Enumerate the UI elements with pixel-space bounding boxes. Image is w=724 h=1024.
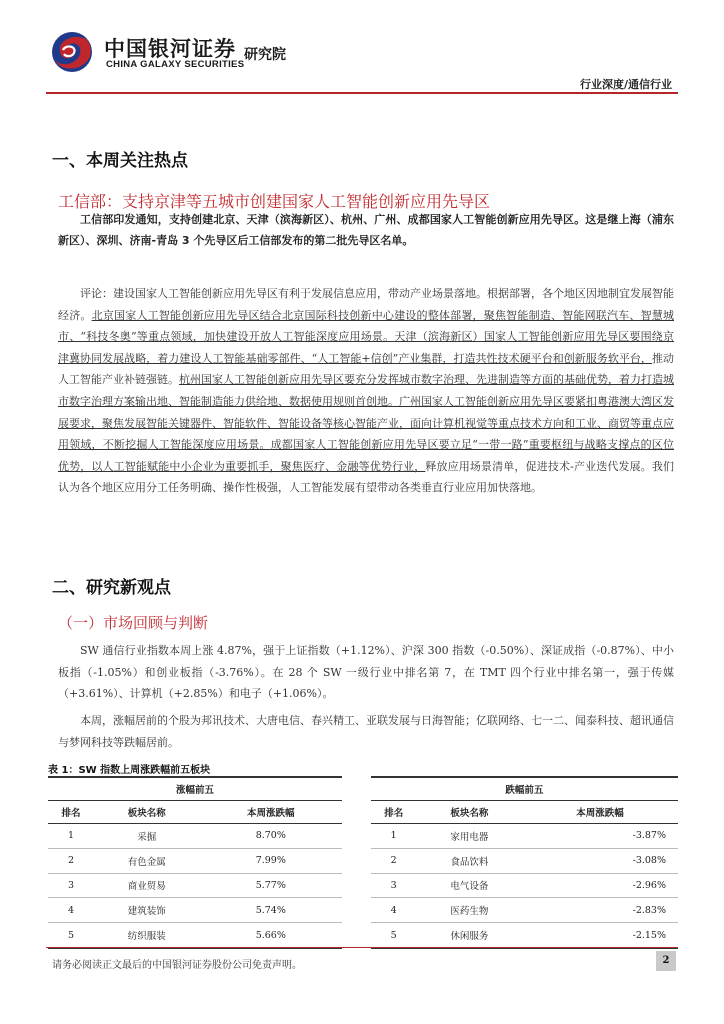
cell-sector: 家用电器 [417,824,522,849]
header-divider [46,92,678,94]
cell-rank: 4 [371,898,417,923]
table-row [48,873,678,898]
brand-name-en: CHINA GALAXY SECURITIES [106,59,245,70]
comment-text-3: 释放应用场景清单，促进技术-产业迭代发展。我们认为各个地区应用分工任务明确、操作性极强，人工智能发展有望带动各类垂直行业应用加快落地。 [58,459,675,495]
col-header-change: 本周涨跌幅 [199,801,342,824]
col-header-sector: 板块名称 [94,801,199,824]
top-stocks-paragraph: 本周，涨幅居前的个股为邦讯技术、大唐电信、春兴精工、亚联发展与日海智能；亿联网络、七一二、闻泰科技、超讯通信与梦网科技等跌幅居前。 [58,714,674,749]
cell-change: -2.15% [522,923,678,948]
page-number: 2 [656,951,676,971]
comment-tianjin: 天津（滨海新区）国家人工智能创新应用先导区要围绕京津冀协同发展战略，着力建设人工智能基础零部件、“人工智能+信创”产业集群，打造共性技术硬平台和创新服务软平台， [58,330,675,365]
news-summary: 工信部印发通知，支持创建北京、天津（滨海新区）、杭州、广州、成都国家人工智能创新应用先导区。这是继上海（浦东新区）、深圳、济南-青岛 3 个先导区后工信部发布的第二批先导区名单。 [58,213,674,247]
comment-text-2: 推动人工智能产业补链强链。 [58,351,674,387]
cell-sector: 休闲服务 [417,923,522,948]
cell-rank: 1 [48,824,94,849]
comment-beijing: 北京国家人工智能创新应用先导区结合北京国际科技创新中心建设的整体部署，聚焦智能制造、智能网联汽车、智慧城市、“科技冬奥”等重点领域，加快建设开放人工智能深度应用场景。 [58,308,675,344]
cell-change: -2.96% [522,873,678,898]
cell-rank: 2 [48,848,94,873]
comment-guangzhou: 广州国家人工智能创新应用先导区要紧扣粤港澳大湾区发展要求，聚焦发展智能关键器件、智能软件、智能设备等核心智能产业，面向计算机视觉等重点技术方向和工业、商贸等重点应用领域，不断挖掘人工智能深度应用场景。 [58,394,674,452]
news-headline: 工信部：支持京津等五城市创建国家人工智能创新应用先导区 [58,192,491,211]
col-header-rank: 排名 [371,801,417,824]
comment-paragraph [58,283,674,499]
table-row [48,848,678,873]
sector-performance-table [48,776,678,949]
cell-change: 8.70% [199,824,342,849]
cell-rank: 4 [48,898,94,923]
cell-rank: 5 [48,923,94,948]
cell-sector: 食品饮料 [417,848,522,873]
comment-text-1: 评论：建设国家人工智能创新应用先导区有利于发展信息应用，带动产业场景落地。根据部署，各个地区因地制宜发展智能经济。 [58,287,674,322]
cell-change: 5.66% [199,923,342,948]
cell-sector: 采掘 [94,824,199,849]
market-review-paragraph: SW 通信行业指数本周上涨 4.87%，强于上证指数（+1.12%）、沪深 300 指数（-0.50%）、深证成指（-0.87%）、中小板指（-1.05%）和创业板指（-3.76%）。在 28 个 SW 一级行业中排名第 7，在 TMT 四个行业中排名第一，强于传媒（+3.61%）、计算机（+2.85%）和电子（+1.06%）。 [58,644,674,701]
cell-rank: 3 [371,873,417,898]
cell-sector: 医药生物 [417,898,522,923]
footer-divider [46,947,678,948]
galaxy-logo-icon [50,30,94,74]
footer-disclaimer: 请务必阅读正文最后的中国银河证券股份公司免责声明。 [52,960,302,971]
cell-change: -3.87% [522,824,678,849]
cell-rank: 5 [371,923,417,948]
table-row [48,923,678,948]
cell-sector: 商业贸易 [94,873,199,898]
comment-hangzhou: 杭州国家人工智能创新应用先导区要充分发挥城市数字治理、先进制造等方面的基础优势，着力打造城市数字治理方案输出地、智能制造能力供给地、数据使用规则首创地。 [58,373,674,408]
section-title-hotspots: 一、本周关注热点 [52,151,188,171]
cell-sector: 纺织服装 [94,923,199,948]
section-title-research: 二、研究新观点 [52,578,171,598]
table-row [48,824,678,849]
col-header-rank: 排名 [48,801,94,824]
cell-rank: 1 [371,824,417,849]
institute-label: 研究院 [244,47,286,63]
cell-change: -2.83% [522,898,678,923]
cell-sector: 电气设备 [417,873,522,898]
brand-name-cn: 中国银河证券 [104,37,236,61]
market-review-title: （一）市场回顾与判断 [58,614,209,632]
cell-change: 7.99% [199,848,342,873]
cell-sector: 建筑装饰 [94,898,199,923]
table-title: 表 1：SW 指数上周涨跌幅前五板块 [48,765,211,776]
cell-change: 5.74% [199,898,342,923]
group-header-up: 涨幅前五 [48,777,342,801]
table-row [48,898,678,923]
cell-change: 5.77% [199,873,342,898]
report-category: 行业深度/通信行业 [579,78,672,91]
cell-rank: 3 [48,873,94,898]
cell-change: -3.08% [522,848,678,873]
comment-chengdu: 成都国家人工智能创新应用先导区要立足“一带一路”重要枢纽与战略支撑点的区位优势，以人工智能赋能中小企业为重要抓手，聚焦医疗、金融等优势行业， [58,438,674,473]
col-header-sector: 板块名称 [417,801,522,824]
group-header-down: 跌幅前五 [371,777,678,801]
cell-rank: 2 [371,848,417,873]
cell-sector: 有色金属 [94,848,199,873]
col-header-change: 本周涨跌幅 [522,801,678,824]
